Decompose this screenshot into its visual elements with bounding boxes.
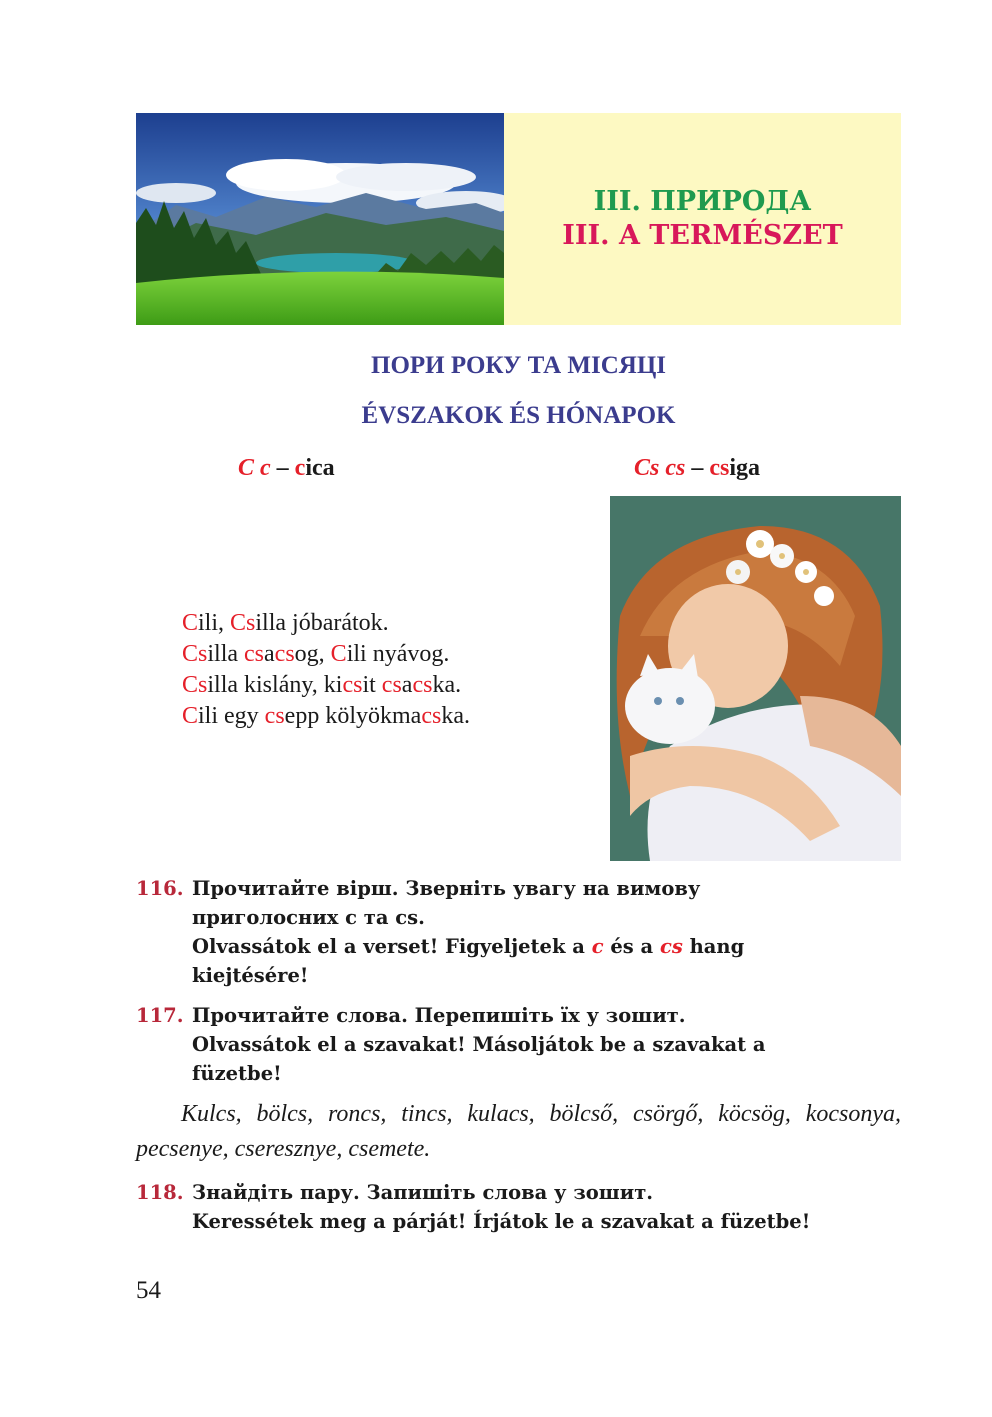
poem-highlight: Cs — [230, 610, 256, 636]
poem-highlight: cs — [421, 703, 442, 729]
task-118-line-hu: Keressétek meg a párját! Írjátok le a szavakat a füzetbe! — [192, 1210, 811, 1233]
task-117-line-hu-1: Olvassátok el a szavakat! Másoljátok be a szavakat a — [192, 1033, 766, 1056]
letter-cs-word-highlight: cs — [709, 455, 730, 481]
poem-text: illa kislány, ki — [207, 672, 343, 698]
poem-line — [182, 701, 470, 732]
poem-highlight: cs — [244, 641, 265, 667]
task-116-text-c: és a — [603, 935, 660, 958]
task-116-highlight-cs: cs — [659, 935, 683, 958]
poem-highlight: cs — [342, 672, 363, 698]
landscape-photo — [136, 113, 504, 325]
landscape-illustration — [136, 113, 504, 325]
task-116-line-hu-1 — [192, 932, 906, 961]
letter-cs-heading — [634, 455, 760, 482]
letter-c: C c — [238, 455, 271, 481]
chapter-banner — [504, 113, 901, 325]
poem-text: ili, — [198, 610, 231, 636]
task-116-highlight-c: c — [591, 935, 604, 958]
task-118 — [136, 1178, 906, 1236]
poem-text: illa jóbarátok. — [255, 610, 389, 636]
poem-text: epp kölyökma — [284, 703, 422, 729]
poem-text: ili nyávog. — [346, 641, 450, 667]
letter-c-word-rest: ica — [305, 455, 335, 481]
poem-text: ili egy — [198, 703, 265, 729]
task-117 — [136, 1001, 906, 1088]
poem-text: it — [362, 672, 382, 698]
girl-with-cat-painting — [610, 496, 901, 861]
section-title-hu: ÉVSZAKOK ÉS HÓNAPOK — [361, 402, 676, 429]
word-list: Kulcs, bölcs, roncs, tincs, kulacs, bölcső, csörgő, köcsög, kocsonya, pecsenye, cseresznye, csemete. — [136, 1101, 901, 1162]
task-116-text-a: Olvassátok el a verset! Figyeljetek a — [192, 935, 592, 958]
poem-text: ka. — [432, 672, 462, 698]
task-118-line-ua: Знайдіть пару. Запишіть слова у зошит. — [192, 1181, 654, 1204]
poem-text: og, — [294, 641, 331, 667]
task-118-number: 118. — [136, 1181, 184, 1204]
letter-cs-dash: – — [685, 455, 710, 481]
poem-highlight: C — [330, 641, 347, 667]
task-116-line-ua-2: приголосних с та cs. — [192, 906, 425, 929]
poem-text: a — [401, 672, 413, 698]
poem — [182, 608, 470, 732]
poem-highlight: C — [182, 610, 199, 636]
chapter-title-hu: III. A TERMÉSZET — [562, 220, 843, 251]
task-116 — [136, 874, 906, 990]
poem-line — [182, 608, 470, 639]
task-116-text-e: hang — [682, 935, 745, 958]
task-116-line-hu-2: kiejtésére! — [192, 964, 309, 987]
letter-c-word-highlight: c — [294, 455, 306, 481]
task-116-number: 116. — [136, 877, 184, 900]
letter-cs-word-rest: iga — [729, 455, 761, 481]
task-117-line-ua: Прочитайте слова. Перепишіть їх у зошит. — [192, 1004, 686, 1027]
poem-line — [182, 670, 470, 701]
section-title-ua: ПОРИ РОКУ ТА МІСЯЦІ — [371, 352, 666, 379]
poem-line — [182, 639, 470, 670]
poem-highlight: C — [182, 703, 199, 729]
poem-highlight: cs — [381, 672, 402, 698]
task-117-number: 117. — [136, 1004, 184, 1027]
task-117-line-hu-2: füzetbe! — [192, 1062, 282, 1085]
letter-c-dash: – — [270, 455, 295, 481]
poem-highlight: Cs — [182, 641, 208, 667]
letter-c-heading — [238, 455, 335, 482]
poem-highlight: cs — [264, 703, 285, 729]
poem-text: illa — [207, 641, 245, 667]
letter-cs: Cs cs — [634, 455, 686, 481]
painting-illustration — [610, 496, 901, 861]
poem-text: a — [264, 641, 275, 667]
chapter-title-ua: III. ПРИРОДА — [593, 186, 812, 217]
poem-highlight: Cs — [182, 672, 208, 698]
task-116-line-ua-1: Прочитайте вірш. Зверніть увагу на вимову — [192, 877, 701, 900]
poem-text: ka. — [441, 703, 470, 729]
page-number: 54 — [136, 1277, 161, 1304]
poem-highlight: cs — [412, 672, 433, 698]
poem-highlight: cs — [274, 641, 295, 667]
